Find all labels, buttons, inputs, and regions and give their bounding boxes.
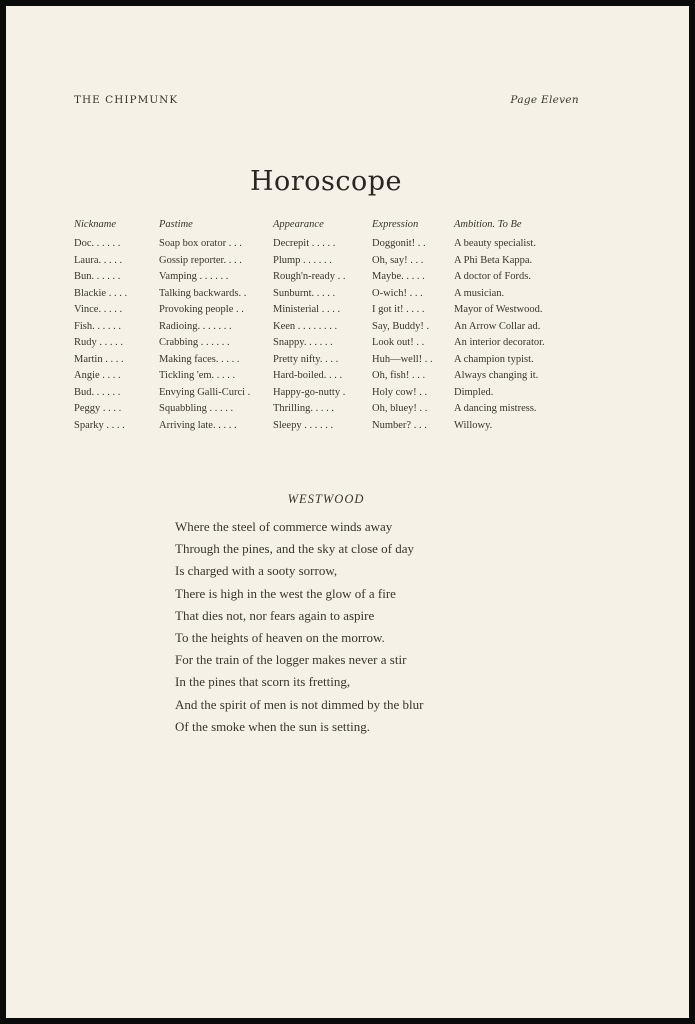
table-row	[74, 385, 574, 402]
poem-line: There is high in the west the glow of a fire	[175, 585, 396, 601]
column-header-nickname: Nickname	[74, 219, 116, 230]
table-row	[74, 253, 574, 270]
cell-ambition: Willowy.	[454, 419, 493, 431]
table-row	[74, 418, 574, 435]
publication-title: THE CHIPMUNK	[74, 94, 179, 106]
cell-nickname: Vince. . . . .	[74, 304, 123, 315]
poem-title: WESTWOOD	[287, 492, 365, 506]
cell-ambition: A champion typist.	[454, 353, 534, 365]
cell-ambition: Mayor of Westwood.	[454, 304, 543, 315]
cell-pastime: Soap box orator . . .	[159, 238, 242, 249]
cell-appearance: Keen . . . . . . . .	[273, 320, 338, 332]
table-row	[74, 269, 574, 286]
cell-ambition: A musician.	[454, 287, 505, 299]
table-row	[74, 335, 574, 352]
poem-line: To the heights of heaven on the morrow.	[175, 629, 385, 645]
cell-pastime: Vamping . . . . . .	[159, 271, 229, 282]
column-header-expression: Expression	[372, 219, 419, 230]
cell-pastime: Tickling 'em. . . . .	[159, 370, 236, 381]
cell-ambition: A beauty specialist.	[454, 238, 536, 249]
cell-nickname: Rudy . . . . .	[74, 337, 124, 348]
cell-appearance: Thrilling. . . . .	[273, 403, 334, 414]
table-body	[74, 236, 574, 434]
cell-ambition: Always changing it.	[454, 370, 539, 381]
cell-expression: Oh, bluey! . .	[372, 403, 428, 414]
table-row	[74, 286, 574, 303]
cell-nickname: Peggy . . . .	[74, 403, 122, 414]
poem-line: And the spirit of men is not dimmed by the blur	[175, 696, 424, 712]
table-row	[74, 302, 574, 319]
cell-ambition: A doctor of Fords.	[454, 271, 531, 282]
cell-nickname: Bun. . . . . .	[74, 271, 121, 282]
table-row	[74, 352, 574, 369]
column-header-appearance: Appearance	[273, 219, 324, 230]
cell-nickname: Sparky . . . .	[74, 419, 125, 431]
cell-pastime: Arriving late. . . . .	[159, 419, 237, 431]
cell-pastime: Gossip reporter. . . .	[159, 254, 242, 266]
cell-appearance: Sunburnt. . . . .	[273, 287, 336, 299]
cell-appearance: Rough'n-ready . .	[273, 271, 346, 282]
cell-appearance: Sleepy . . . . . .	[273, 419, 334, 431]
cell-expression: I got it! . . . .	[372, 304, 425, 315]
poem-line: In the pines that scorn its fretting,	[175, 674, 351, 690]
cell-expression: Oh, fish! . . .	[372, 370, 426, 381]
table-row	[74, 401, 574, 418]
cell-appearance: Hard-boiled. . . .	[273, 370, 343, 381]
cell-pastime: Making faces. . . . .	[159, 353, 240, 365]
page	[6, 6, 689, 1018]
page-number: Page Eleven	[510, 94, 579, 106]
cell-appearance: Happy-go-nutty .	[273, 386, 346, 398]
cell-ambition: A Phi Beta Kappa.	[454, 254, 533, 266]
poem-line: For the train of the logger makes never a stir	[175, 652, 407, 668]
cell-pastime: Envying Galli-Curci .	[159, 386, 251, 398]
cell-pastime: Radioing. . . . . . .	[159, 320, 232, 332]
cell-pastime: Crabbing . . . . . .	[159, 337, 230, 348]
cell-ambition: A dancing mistress.	[454, 403, 537, 414]
cell-expression: O-wich! . . .	[372, 287, 423, 299]
table-row	[74, 236, 574, 253]
cell-appearance: Pretty nifty. . . .	[273, 353, 339, 365]
poem-line: That dies not, nor fears again to aspire	[175, 607, 375, 623]
cell-expression: Holy cow! . .	[372, 386, 428, 398]
poem-line: Through the pines, and the sky at close of day	[175, 541, 414, 557]
cell-expression: Oh, say! . . .	[372, 254, 424, 266]
column-header-pastime: Pastime	[159, 219, 193, 230]
cell-nickname: Bud. . . . . .	[74, 386, 121, 398]
cell-pastime: Provoking people . .	[159, 304, 244, 315]
cell-nickname: Martin . . . .	[74, 353, 124, 365]
cell-expression: Huh—well! . .	[372, 353, 433, 365]
cell-ambition: Dimpled.	[454, 386, 494, 398]
poem	[175, 516, 423, 738]
cell-pastime: Squabbling . . . . .	[159, 403, 234, 414]
cell-appearance: Ministerial . . . .	[273, 304, 341, 315]
cell-expression: Look out! . .	[372, 337, 425, 348]
horoscope-title: Horoscope	[250, 166, 402, 197]
cell-expression: Maybe. . . . .	[372, 271, 425, 282]
cell-nickname: Blackie . . . .	[74, 287, 128, 299]
poem-line: Of the smoke when the sun is setting.	[175, 718, 370, 734]
table-row	[74, 368, 574, 385]
cell-appearance: Snappy. . . . . .	[273, 337, 333, 348]
cell-nickname: Laura. . . . .	[74, 254, 123, 266]
cell-ambition: An Arrow Collar ad.	[454, 320, 541, 332]
cell-appearance: Plump . . . . . .	[273, 254, 332, 266]
cell-nickname: Angie . . . .	[74, 370, 121, 381]
cell-nickname: Doc. . . . . .	[74, 238, 121, 249]
cell-expression: Say, Buddy! .	[372, 320, 430, 332]
cell-expression: Doggonit! . .	[372, 238, 426, 249]
table-row	[74, 319, 574, 336]
table-header	[74, 217, 574, 236]
cell-ambition: An interior decorator.	[454, 337, 545, 348]
poem-line: Is charged with a sooty sorrow,	[175, 563, 338, 579]
cell-appearance: Decrepit . . . . .	[273, 238, 336, 249]
cell-pastime: Talking backwards. .	[159, 287, 247, 299]
horoscope-table	[74, 217, 574, 434]
cell-expression: Number? . . .	[372, 419, 427, 431]
column-header-ambition: Ambition. To Be	[454, 219, 522, 230]
poem-line: Where the steel of commerce winds away	[175, 519, 393, 534]
cell-nickname: Fish. . . . . .	[74, 320, 121, 332]
